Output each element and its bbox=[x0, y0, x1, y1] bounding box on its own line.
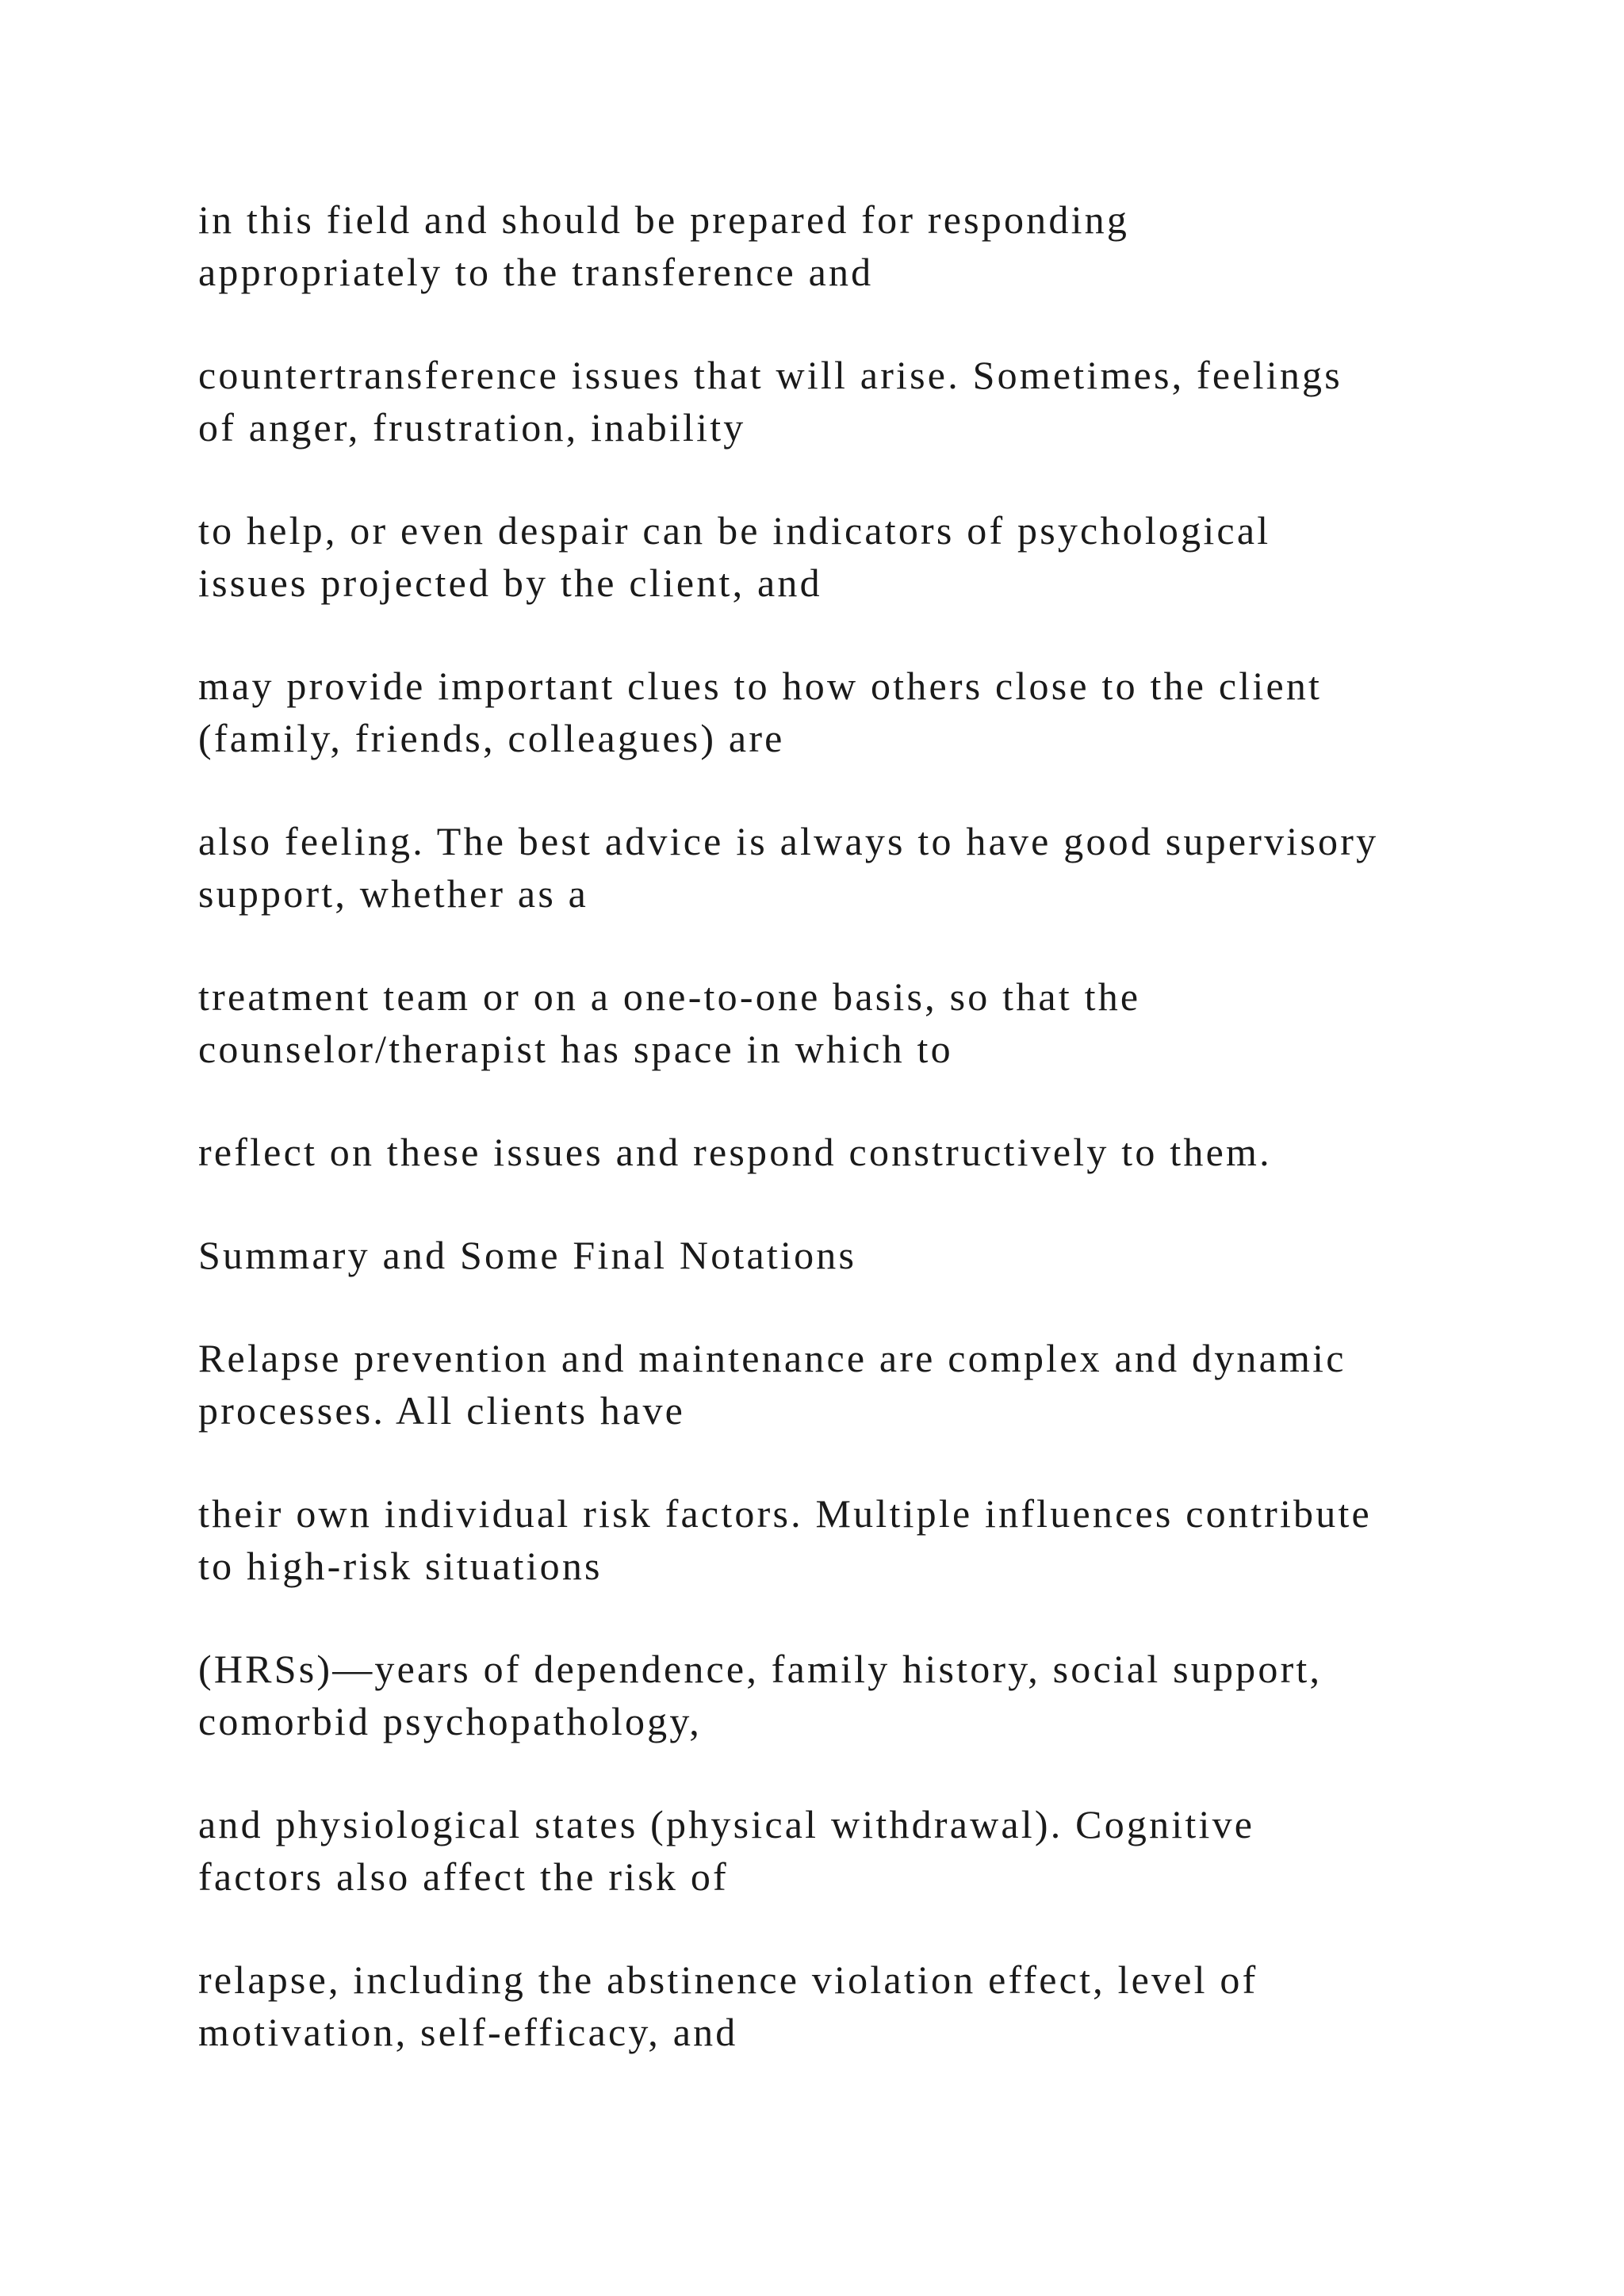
text-line: (family, friends, colleagues) are bbox=[198, 716, 785, 760]
paragraph bbox=[198, 660, 1499, 764]
text-line: in this field and should be prepared for responding bbox=[198, 197, 1130, 242]
paragraph bbox=[198, 1643, 1499, 1747]
text-line: may provide important clues to how others close to the client bbox=[198, 664, 1323, 708]
paragraph bbox=[198, 1126, 1499, 1178]
text-line: also feeling. The best advice is always to have good supervisory bbox=[198, 819, 1379, 863]
text-line: treatment team or on a one-to-one basis, so that the bbox=[198, 974, 1141, 1019]
text-line: reflect on these issues and respond constructively to them. bbox=[198, 1130, 1272, 1174]
paragraph bbox=[198, 970, 1499, 1075]
paragraph bbox=[198, 1487, 1499, 1592]
text-line: to high-risk situations bbox=[198, 1544, 603, 1588]
text-line: issues projected by the client, and bbox=[198, 561, 822, 605]
heading-text: Summary and Some Final Notations bbox=[198, 1233, 857, 1277]
text-line: countertransference issues that will arise. Sometimes, feelings bbox=[198, 353, 1342, 397]
text-line: counselor/therapist has space in which to bbox=[198, 1027, 953, 1071]
paragraph bbox=[198, 1954, 1499, 2058]
paragraph bbox=[198, 349, 1499, 453]
text-line: to help, or even despair can be indicators of psychological bbox=[198, 508, 1271, 553]
text-line: factors also affect the risk of bbox=[198, 1854, 729, 1899]
text-line: appropriately to the transference and bbox=[198, 250, 874, 294]
text-line: support, whether as a bbox=[198, 871, 589, 916]
text-line: and physiological states (physical withdrawal). Cognitive bbox=[198, 1802, 1255, 1846]
paragraph bbox=[198, 193, 1499, 298]
section-heading bbox=[198, 1229, 1499, 1281]
text-line: relapse, including the abstinence violation effect, level of bbox=[198, 1957, 1258, 2002]
text-line: processes. All clients have bbox=[198, 1388, 686, 1433]
text-line: their own individual risk factors. Multiple influences contribute bbox=[198, 1491, 1372, 1536]
text-line: (HRSs)—years of dependence, family history, social support, bbox=[198, 1647, 1323, 1691]
body-text bbox=[198, 193, 1499, 2109]
text-line: Relapse prevention and maintenance are complex and dynamic bbox=[198, 1336, 1346, 1380]
paragraph bbox=[198, 815, 1499, 920]
paragraph bbox=[198, 504, 1499, 609]
text-line: comorbid psychopathology, bbox=[198, 1699, 703, 1743]
text-line: motivation, self-efficacy, and bbox=[198, 2010, 738, 2054]
text-line: of anger, frustration, inability bbox=[198, 405, 746, 450]
paragraph bbox=[198, 1798, 1499, 1903]
paragraph bbox=[198, 1332, 1499, 1437]
